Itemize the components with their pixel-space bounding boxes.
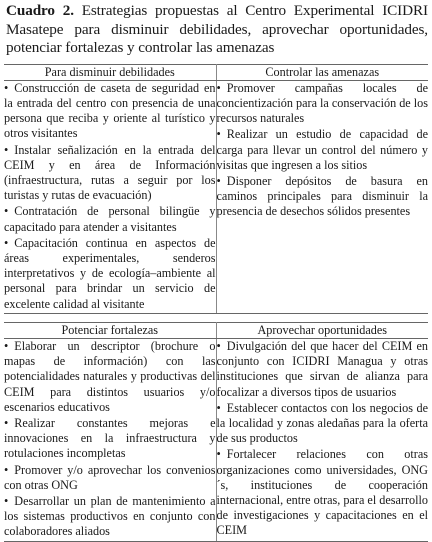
list-item: • Instalar señalización en la entrada del CEIM y en área de Información (infraestructura, rutas a seguir por los turistas y rutas de evacuación) xyxy=(4,143,216,204)
cell-fortalezas xyxy=(4,338,216,541)
caption-text: Estrategias propuestas al Centro Experimental ICIDRI Masatepe para disminuir debilidades, aprovechar oportunidades, potenciar fortalezas y controlar las amenazas xyxy=(6,2,428,56)
cell-debilidades xyxy=(4,80,216,313)
header-oportunidades: Aprovechar oportunidades xyxy=(216,322,428,338)
cell-oportunidades xyxy=(216,338,428,541)
list-item: • Promover y/o aprovechar los convenios con otras ONG xyxy=(4,463,216,493)
list-item: • Capacitación continua en aspectos de áreas experimentales, senderos interpretativos y de ecología–ambiente al personal para brindar un servicio de excelente calidad al visitante xyxy=(4,236,216,312)
table-caption xyxy=(6,2,428,58)
list-item: • Disponer depósitos de basura en caminos principales para disminuir la presencia de desechos sólidos presentes xyxy=(217,174,429,220)
header-debilidades: Para disminuir debilidades xyxy=(4,64,216,80)
cell-amenazas xyxy=(216,80,428,313)
strategy-table xyxy=(4,64,428,542)
caption-label: Cuadro 2. xyxy=(6,2,74,19)
list-item: • Divulgación del que hacer del CEIM en conjunto con ICIDRI Managua y otras instituciones que sirvan de alianza para focalizar a diversos tipos de usuarios xyxy=(217,339,429,400)
list-item: • Establecer contactos con los negocios de la localidad y zonas aledañas para la oferta de sus productos xyxy=(217,401,429,447)
list-item: • Contratación de personal bilingüe y capacitado para atender a visitantes xyxy=(4,204,216,234)
list-item: • Fortalecer relaciones con otras organizaciones como universidades, ONG´s, instituciones de cooperación internacional, entre otras, para el desarrollo de investigaciones y capacitaciones en el CEIM xyxy=(217,447,429,538)
list-item: • Desarrollar un plan de mantenimiento a los sistemas productivos en conjunto con colaboradores aliados xyxy=(4,494,216,540)
list-item: • Realizar constantes mejoras e innovaciones en la infraestructura y rotulaciones incompletas xyxy=(4,416,216,462)
header-amenazas: Controlar las amenazas xyxy=(216,64,428,80)
header-fortalezas: Potenciar fortalezas xyxy=(4,322,216,338)
list-item: • Construcción de caseta de seguridad en la entrada del centro con presencia de una persona que reciba y oriente al turístico y otros visitantes xyxy=(4,81,216,142)
list-item: • Realizar un estudio de capacidad de carga para llevar un control del número y visitas que ingresen a los sitios xyxy=(217,127,429,173)
list-item: • Elaborar un descriptor (brochure o mapas de información) con las potencialidades naturales y productivas del CEIM para distintos usuarios y/o escenarios educativos xyxy=(4,339,216,415)
list-item: • Promover campañas locales de concientización para la conservación de los recursos naturales xyxy=(217,81,429,127)
